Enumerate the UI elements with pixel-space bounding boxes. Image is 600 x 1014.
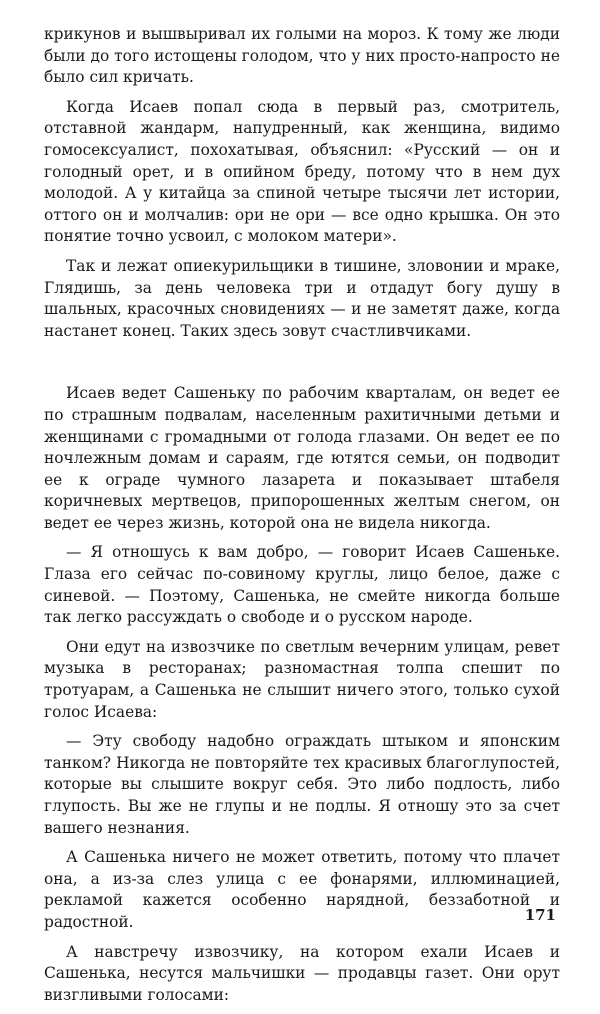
paragraph: А навстречу извозчику, на котором ехали Исаев и Сашенька, несутся мальчишки — продавцы газет. Они орут визгливыми голосами: <box>44 942 560 1004</box>
page-number: 171 <box>524 906 556 924</box>
paragraph: Когда Исаев попал сюда в первый раз, смотритель, отставной жандарм, напудренный, как женщина, видимо гомосексуалист, похохатывая, объяснил: «Русский — он и голодный орет, и в опийном бреду, потому что в нем дух молодой. А у китайца за спиной четыре тысячи лет истории, оттого он и молчалив: ори не ори — все одно крышка. Он это понятие точно усвоил, с молоком матери». <box>44 97 560 246</box>
paragraph: крикунов и вышвыривал их голыми на мороз. К тому же люди были до того истощены голодом, что у них просто-напросто не было сил кричать. <box>44 25 560 87</box>
paragraph: — Эту свободу надобно ограждать штыком и японским танком? Никогда не повторяйте тех красивых благоглупостей, которые вы слышите вокруг себя. Это либо подлость, либо глупость. Вы же не глупы и не подлы. Я отношу это за счет вашего незнания. <box>44 732 560 837</box>
paragraph: Исаев ведет Сашеньку по рабочим кварталам, он ведет ее по страшным подвалам, населенным рахитичными детьми и женщинами с громадными от голода глазами. Он ведет ее по ночлежным домам и сараям, где ютятся семьи, он подводит ее к ограде чумного лазарета и показывает штабеля коричневых мертвецов, припорошенных желтым снегом, он ведет ее через жизнь, которой она не видела никогда. <box>44 384 560 532</box>
paragraph: Они едут на извозчике по светлым вечерним улицам, ревет музыка в ресторанах; разномастная толпа спешит по тротуарам, а Сашенька не слышит ничего этого, только сухой голос Исаева: <box>44 637 560 721</box>
paragraph: — Я отношусь к вам добро, — говорит Исаев Сашеньке. Глаза его сейчас по-совиному круглы, лицо белое, даже с синевой. — Поэтому, Сашенька, не смейте никогда больше так легко рассуждать о свободе и о русском народе. <box>44 543 560 627</box>
paragraph: А Сашенька ничего не может ответить, потому что плачет она, а из-за слез улица с ее фонарями, иллюминацией, рекламой кажется особенно нарядной, беззаботной и радостной. <box>44 848 560 931</box>
page-body <box>44 24 560 1014</box>
section-break <box>44 350 560 383</box>
paragraph: Так и лежат опиекурильщики в тишине, зловонии и мраке, Глядишь, за день человека три и отдадут богу душу в шальных, красочных сновидениях — и не заметят даже, когда настанет конец. Таких здесь зовут счастливчиками. <box>44 256 560 340</box>
